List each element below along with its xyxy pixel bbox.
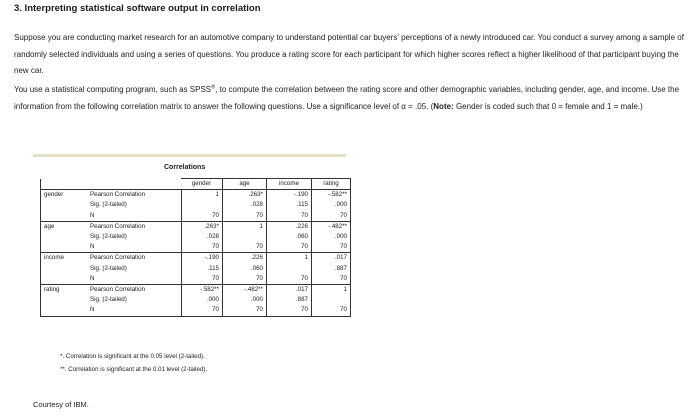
table-cell: .000	[223, 295, 267, 305]
table-cell: .887	[312, 264, 351, 274]
instructions-paragraph	[14, 82, 686, 115]
table-cell: .028	[181, 232, 223, 242]
note-label: Note:	[433, 101, 454, 111]
table-cell	[267, 264, 312, 274]
table-top-bar	[33, 154, 346, 157]
table-cell: 70	[223, 274, 267, 285]
table-cell: 70	[181, 242, 223, 253]
footnote-05: *. Correlation is significant at the 0.05 level (2-tailed).	[60, 353, 205, 360]
table-cell: .263*	[181, 221, 223, 232]
table-cell: .226	[223, 253, 267, 264]
row-variable-label	[41, 264, 88, 274]
col-header-age: age	[223, 179, 267, 190]
table-cell: .028	[223, 200, 267, 210]
col-header-rating: rating	[312, 179, 351, 190]
stat-label: Pearson Correlation	[87, 190, 181, 201]
table-cell: .226	[267, 221, 312, 232]
row-variable-label	[41, 242, 88, 253]
table-cell: 70	[267, 305, 312, 316]
col-header-income: income	[267, 179, 312, 190]
table-cell: 70	[312, 242, 351, 253]
stat-label: Sig. (2-tailed)	[87, 232, 181, 242]
table-cell: .060	[267, 232, 312, 242]
table-cell: 1	[223, 221, 267, 232]
table-row	[41, 200, 351, 210]
table-cell: -.190	[181, 253, 223, 264]
table-row	[41, 242, 351, 253]
row-variable-label: gender	[41, 190, 88, 201]
table-cell: -.482**	[312, 221, 351, 232]
table-cell: -.582**	[181, 285, 223, 296]
table-cell	[181, 200, 223, 210]
row-variable-label	[41, 232, 88, 242]
footnote-01: **. Correlation is significant at the 0.01 level (2-tailed).	[60, 366, 208, 373]
table-cell: 1	[312, 285, 351, 296]
question-heading: 3. Interpreting statistical software output in correlation	[14, 3, 261, 14]
table-row	[41, 285, 351, 296]
table-cell: 1	[181, 190, 223, 201]
correlations-title: Correlations	[164, 164, 206, 171]
table-cell: 70	[223, 242, 267, 253]
instructions-text-1: You use a statistical computing program, such as SPSS	[14, 85, 212, 94]
table-cell: 70	[181, 211, 223, 222]
table-row	[41, 190, 351, 201]
stat-label: Sig. (2-tailed)	[87, 264, 181, 274]
table-cell: .115	[267, 200, 312, 210]
table-cell: -.482**	[223, 285, 267, 296]
table-cell	[223, 232, 267, 242]
intro-paragraph: Suppose you are conducting market research for an automotive company to understand potential car buyers' perceptions of a newly introduced car. You conduct a survey among a sample of randomly selected individuals and using a series of questions. You produce a rating score for each participant for which higher scores reflect a higher likelihood of that participant buying the new car.	[14, 33, 684, 75]
table-cell: 70	[223, 305, 267, 316]
table-cell: 70	[312, 305, 351, 316]
row-variable-label: income	[41, 253, 88, 264]
row-variable-label	[41, 211, 88, 222]
table-cell: .887	[267, 295, 312, 305]
stat-label: N	[87, 211, 181, 222]
stat-label: Sig. (2-tailed)	[87, 295, 181, 305]
table-cell: .000	[181, 295, 223, 305]
table-cell: 70	[267, 211, 312, 222]
table-cell: 70	[312, 211, 351, 222]
table-cell	[312, 295, 351, 305]
table-cell: 70	[267, 274, 312, 285]
row-variable-label	[41, 305, 88, 316]
table-cell: 70	[223, 211, 267, 222]
stat-label: N	[87, 305, 181, 316]
table-row	[41, 295, 351, 305]
row-variable-label: rating	[41, 285, 88, 296]
table-row	[41, 264, 351, 274]
row-variable-label	[41, 274, 88, 285]
stat-label: N	[87, 274, 181, 285]
instructions-text-2: , to compute the correlation between the rating score and other demographic variables, including gender, age, and income. Use the information from the following correlation matrix to answer the following questions. Use a significance level of α = .05. (	[14, 85, 680, 111]
table-cell: -.582**	[312, 190, 351, 201]
table-cell: 70	[181, 305, 223, 316]
table-cell: 1	[267, 253, 312, 264]
table-cell: .115	[181, 264, 223, 274]
table-cell: .000	[312, 200, 351, 210]
table-row	[41, 274, 351, 285]
table-row	[41, 232, 351, 242]
table-row	[41, 221, 351, 232]
table-cell: .017	[312, 253, 351, 264]
table-row	[41, 211, 351, 222]
stat-label: Pearson Correlation	[87, 221, 181, 232]
table-cell: .060	[223, 264, 267, 274]
row-variable-label: age	[41, 221, 88, 232]
table-cell: 70	[312, 274, 351, 285]
table-cell: -.190	[267, 190, 312, 201]
instructions-text-3: Gender is coded such that 0 = female and 1 = male.)	[453, 101, 643, 111]
table-cell: .263*	[223, 190, 267, 201]
row-variable-label	[41, 200, 88, 210]
stat-label: Sig. (2-tailed)	[87, 200, 181, 210]
stat-label: Pearson Correlation	[87, 253, 181, 264]
table-cell: .017	[267, 285, 312, 296]
table-cell: 70	[181, 274, 223, 285]
courtesy-credit: Courtesy of IBM.	[33, 400, 89, 409]
table-cell: 70	[267, 242, 312, 253]
table-cell: .000	[312, 232, 351, 242]
stat-label: N	[87, 242, 181, 253]
col-header-gender: gender	[181, 179, 223, 190]
stat-label: Pearson Correlation	[87, 285, 181, 296]
table-row	[41, 305, 351, 316]
table-row	[41, 253, 351, 264]
registered-mark: ®	[211, 84, 216, 91]
correlation-matrix	[40, 178, 351, 317]
row-variable-label	[41, 295, 88, 305]
